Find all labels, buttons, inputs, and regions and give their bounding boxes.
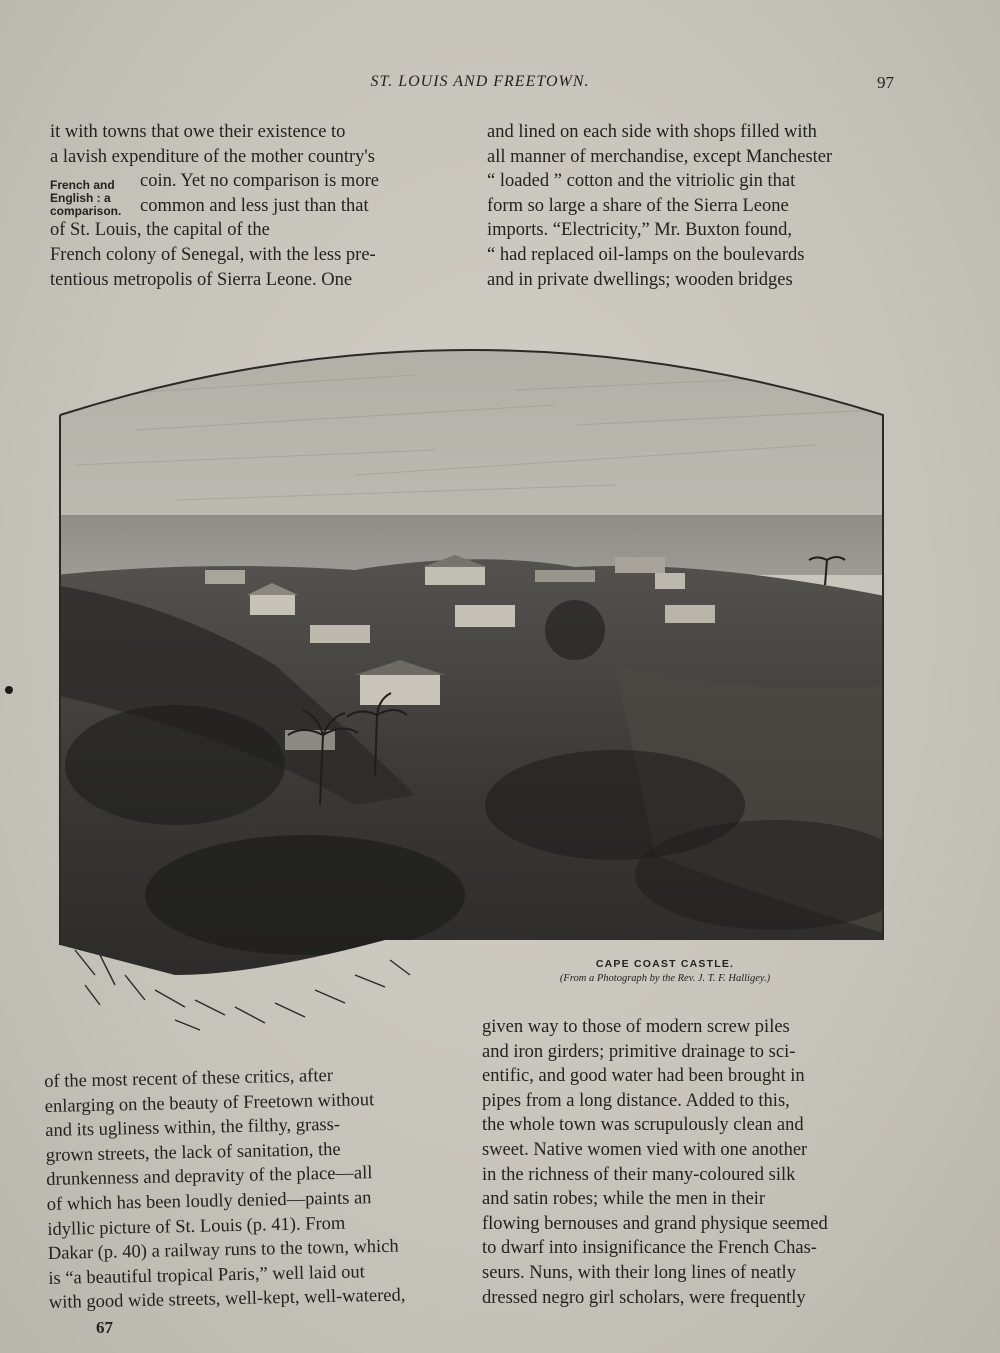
running-title: ST. LOUIS AND FREETOWN. (370, 73, 590, 90)
text-line: flowing bernouses and grand physique seemed (482, 1213, 828, 1234)
cape-coast-castle-engraving (55, 335, 890, 1055)
caption-credit: (From a Photograph by the Rev. J. T. F. Halligey.) (559, 973, 771, 984)
left-column-top (50, 120, 466, 292)
text-line: is “a beautiful tropical Paris,” well laid out (48, 1262, 365, 1289)
text-line: with good wide streets, well-kept, well-watered, (48, 1285, 406, 1314)
marginal-note: French and English : a comparison. (50, 178, 122, 219)
text-line: of the most recent of these critics, after (44, 1065, 334, 1092)
page-number: 97 (877, 73, 894, 92)
text-line: French colony of Senegal, with the less pre- (50, 244, 376, 265)
text-line: and in private dwellings; wooden bridges (487, 269, 793, 290)
text-line: tentious metropolis of Sierra Leone. One (50, 269, 353, 290)
text-line: Dakar (p. 40) a railway runs to the town, which (47, 1236, 399, 1265)
right-column-bottom (482, 1015, 895, 1310)
text-line: seurs. Nuns, with their long lines of neatly (482, 1262, 796, 1283)
text-line: pipes from a long distance. Added to this, (482, 1090, 790, 1111)
text-line: entific, and good water had been brought in (482, 1066, 805, 1087)
text-line: all manner of merchandise, except Manchester (487, 146, 833, 167)
text-line: of St. Louis, the capital of the (50, 220, 270, 241)
text-line: and lined on each side with shops filled with (487, 122, 817, 142)
text-line: grown streets, the lack of sanitation, the (45, 1139, 341, 1166)
text-line: coin. Yet no comparison is more (140, 171, 379, 192)
caption-title: CAPE COAST CASTLE. (595, 958, 735, 970)
printer-signature-mark: 67 (96, 1318, 113, 1337)
text-line: idyllic picture of St. Louis (p. 41). From (47, 1213, 346, 1240)
text-line: form so large a share of the Sierra Leone (487, 195, 789, 216)
illustration-caption (470, 958, 860, 984)
ink-speck (5, 686, 13, 694)
sky (55, 335, 890, 525)
running-head (0, 73, 1000, 97)
text-line: enlarging on the beauty of Freetown without (44, 1089, 375, 1117)
text-line: “ loaded ” cotton and the vitriolic gin that (487, 171, 796, 192)
text-line: dressed negro girl scholars, were frequently (482, 1287, 806, 1308)
text-line: a lavish expenditure of the mother country's (50, 146, 375, 167)
text-line: imports. “Electricity,” Mr. Buxton found, (487, 220, 793, 241)
text-line: and iron girders; primitive drainage to sci- (482, 1041, 796, 1062)
text-line: “ had replaced oil-lamps on the boulevards (487, 244, 805, 265)
text-line: and its ugliness within, the filthy, grass- (45, 1115, 341, 1142)
right-column-top (487, 120, 895, 292)
text-line: common and less just than that (140, 195, 369, 216)
text-line: the whole town was scrupulously clean and (482, 1115, 804, 1136)
text-line: to dwarf into insignificance the French Chas- (482, 1238, 817, 1259)
text-line: sweet. Native women vied with one another (482, 1139, 808, 1160)
text-line: drunkenness and depravity of the place—all (46, 1163, 373, 1191)
text-line: and satin robes; while the men in their (482, 1189, 766, 1210)
text-line: in the richness of their many-coloured silk (482, 1164, 796, 1185)
text-line: of which has been loudly denied—paints an (46, 1188, 372, 1215)
text-line: given way to those of modern screw piles (482, 1017, 790, 1037)
text-line: it with towns that owe their existence to (50, 122, 346, 142)
left-column-bottom (44, 1061, 463, 1316)
